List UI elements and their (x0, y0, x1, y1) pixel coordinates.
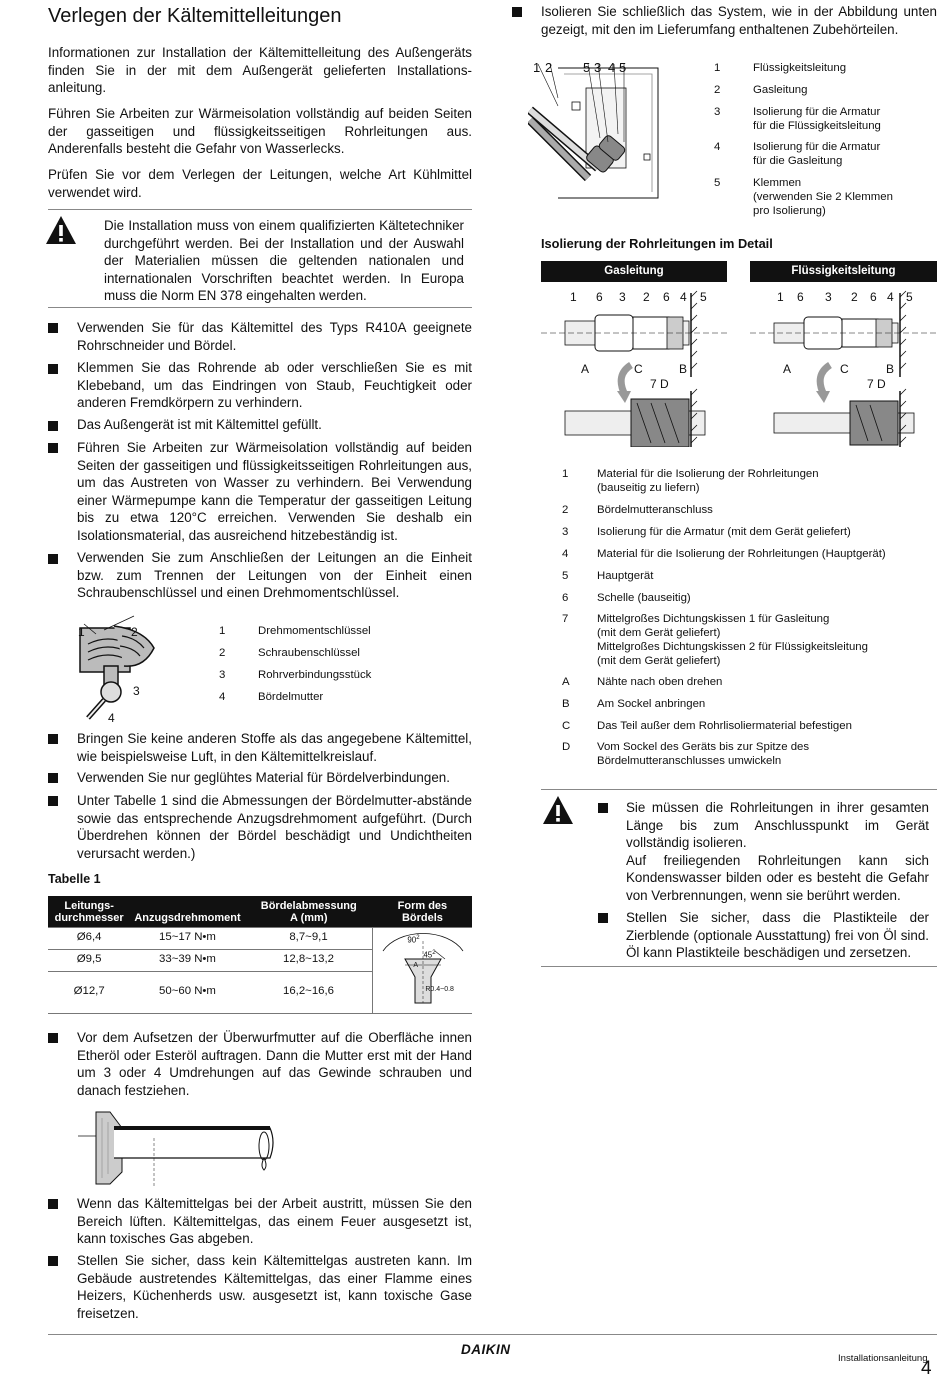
bullet-icon (48, 364, 58, 374)
bullet-icon (48, 1199, 58, 1209)
liquid-letter-a: A (783, 362, 792, 376)
gas-label: 4 (680, 290, 687, 304)
system-insulation-figure (528, 58, 678, 204)
bullet-icon (48, 734, 58, 744)
wrench-label-1: 1 (78, 625, 85, 639)
liquid-label: 6 (870, 290, 877, 304)
table-header: Leitungs- durchmesser (48, 896, 130, 927)
intro-paragraph-1: Informationen zur Installation der Kältemittelleitung des Außengeräts finden Sie in der mit dem Außengerät gelieferten Installations-anleitung. (48, 45, 472, 95)
oil-application-figure (74, 1108, 284, 1188)
gas-header: Gasleitung (541, 261, 727, 282)
bullet-text: Wenn das Kältemittelgas bei der Arbeit austritt, müssen Sie den Bereich lüften. Kältemittelgas, das einem Feuer ausgesetzt ist, kann toxisches Gas abgeben. (77, 1196, 472, 1246)
divider (48, 209, 472, 210)
divider (48, 307, 472, 308)
divider (541, 966, 937, 967)
table-header: Bördelabmessung A (mm) (245, 896, 373, 927)
liquid-label: 3 (825, 290, 832, 304)
system-label-5: 5 (583, 60, 591, 75)
bullet-text: Bringen Sie keine anderen Stoffe als das angegebene Kältemittel, wie beispielsweise Luft, in den Kältemittelkreislauf. (77, 731, 472, 764)
bullet-icon (512, 7, 522, 17)
warning-icon (541, 794, 575, 826)
warning-bullet-text: Sie müssen die Rohrleitungen in ihrer gesamten Länge bis zum Anschlusspunkt im Gerät vollständig isolieren. Auf freiliegenden Rohrleitungen kann sich Kondenswasser bilden oder es besteht die Gefahr von Verbrennungen, wenn sie berührt werden. (626, 800, 929, 903)
system-label-5b: 5 (619, 60, 627, 75)
bullet-text: Verwenden Sie für das Kältemittel des Typs R410A geeignete Rohrschneider und Bördel. (77, 320, 472, 353)
bullet-text: Führen Sie Arbeiten zur Wärmeisolation vollständig auf beiden Seiten der gasseitigen und flüssigkeitsseitigen Rohrleitungen aus, um das Austreten von Wasser zu verhindern. Bei Verwendung einer Wärmepumpe kann die Temperatur der gasseitigen Leitung bis zu etwa 120°C erreichen. Verwenden Sie deshalb ein Isolationsmaterial, das ausreichend hitzebeständig ist. (77, 440, 472, 543)
gas-letter-a: A (581, 362, 590, 376)
flare-radius-label: R0.4~0.8 (425, 985, 454, 993)
footer-divider (48, 1334, 937, 1335)
page-title: Verlegen der Kältemittelleitungen (48, 5, 342, 27)
liquid-label-7d: 7 D (867, 377, 886, 391)
liquid-header: Flüssigkeitsleitung (750, 261, 937, 282)
gas-label: 1 (570, 290, 577, 304)
wrench-label-2: 2 (131, 625, 138, 639)
table-header: Form des Bördels (373, 896, 472, 927)
liquid-label: 2 (851, 290, 858, 304)
bullet-icon (48, 554, 58, 564)
warning-icon (44, 214, 78, 246)
liquid-label: 6 (797, 290, 804, 304)
gas-letter-b: B (679, 362, 688, 376)
bullet-icon (48, 773, 58, 783)
footer-doc-name: Installationsanleitung (838, 1353, 928, 1364)
bullet-text: Verwenden Sie zum Anschließen der Leitungen an die Einheit bzw. zum Trennen der Leitungen von der Einheit einen Schraubenschlüssel und einen Drehmomentschlüssel. (77, 550, 472, 600)
warning-text: Die Installation muss von einem qualifizierten Kältetechniker durchgeführt werden. Bei der Installation und der Auswahl der Materialien müssen die geltenden nationalen und internationalen Vorschriften beachtet werden. In Europa muss die Norm EN 378 eingehalten werden. (104, 218, 464, 303)
table-cell: Ø9,5 (48, 949, 130, 971)
gas-label: 6 (663, 290, 670, 304)
gas-label: 5 (700, 290, 707, 304)
gas-letter-c: C (634, 362, 643, 376)
bullet-text: Verwenden Sie nur geglühtes Material für Bördelverbindungen. (77, 770, 450, 785)
table-cell: 16,2~16,6 (245, 971, 373, 1013)
bullet-icon (48, 323, 58, 333)
bullet-icon (598, 913, 608, 923)
liquid-label: 1 (777, 290, 784, 304)
table-cell: Ø6,4 (48, 927, 130, 949)
table-header: Anzugsdrehmoment (130, 896, 244, 927)
wrench-figure (74, 614, 174, 726)
divider (541, 789, 937, 790)
bullet-text: Das Außengerät ist mit Kältemittel gefüllt. (77, 417, 322, 432)
system-label-1: 1 (533, 60, 541, 75)
bullet-text: Stellen Sie sicher, dass kein Kältemittelgas austreten kann. Im Gebäude austretendes Kältemittelgas, das einer Flamme eines Heizers, Küchenherds usw. ausgesetzt ist, kann toxische Gase freisetzen. (77, 1253, 472, 1321)
intro-paragraph-3: Prüfen Sie vor dem Verlegen der Leitungen, welche Art Kühlmittel verwendet wird. (48, 167, 472, 200)
page-number: 4 (921, 1358, 932, 1379)
gas-label: 6 (596, 290, 603, 304)
bullet-text: Isolieren Sie schließlich das System, wie in der Abbildung unten gezeigt, mit den im Lieferumfang enthaltenen Zubehörteilen. (541, 4, 937, 37)
bullet-icon (48, 1256, 58, 1266)
table-cell: 12,8~13,2 (245, 949, 373, 971)
daikin-logo: DAIKIN (461, 1342, 511, 1357)
system-label-3: 3 (594, 60, 602, 75)
bullet-text: Vor dem Aufsetzen der Überwurfmutter auf die Oberfläche innen Etheröl oder Esteröl auftragen. Dann die Mutter erst mit der Hand um 3 oder 4 Umdrehungen auf das Gewinde schrauben und danach festziehen. (77, 1030, 472, 1098)
system-label-2: 2 (545, 60, 553, 75)
table-row (48, 927, 472, 949)
wrench-label-3: 3 (133, 684, 140, 698)
wrench-label-4: 4 (108, 711, 115, 725)
flare-shape-figure (375, 931, 471, 1009)
table-cell: 15~17 N•m (130, 927, 244, 949)
table-cell: 50~60 N•m (130, 971, 244, 1013)
flare-shape-cell (373, 927, 472, 1013)
liquid-label: 4 (887, 290, 894, 304)
bullet-icon (48, 796, 58, 806)
liquid-letter-c: C (840, 362, 849, 376)
flare-angle-1: $90^2$ (407, 934, 420, 945)
flare-table (48, 896, 472, 1014)
table-caption: Tabelle 1 (48, 872, 101, 886)
system-label-4: 4 (608, 60, 616, 75)
gas-label: 3 (619, 290, 626, 304)
warning-bullet-text: Stellen Sie sicher, dass die Plastikteile der Zierblende (optionale Ausstattung) frei von Öl sind. Öl kann Plastikteile beschädigen und zersetzen. (626, 910, 929, 960)
bullet-icon (48, 421, 58, 431)
bullet-icon (598, 803, 608, 813)
bullet-icon (48, 443, 58, 453)
bullet-text: Unter Tabelle 1 sind die Abmessungen der Bördelmutter-abstände sowie das entsprechende Anzugsdrehmoment aufgeführt. (Durch Überdrehen können der Bördel beschädigt und Undichtheiten verursacht werden.) (77, 793, 472, 861)
detail-heading: Isolierung der Rohrleitungen im Detail (541, 236, 773, 251)
gas-label: 2 (643, 290, 650, 304)
intro-paragraph-2: Führen Sie Arbeiten zur Wärmeisolation vollständig auf beiden Seiten der gasseitigen und flüssigkeitsseitigen Rohrleitungen aus. Anderenfalls besteht die Gefahr von Wasserlecks. (48, 106, 472, 156)
table-cell: 33~39 N•m (130, 949, 244, 971)
gas-label-7d: 7 D (650, 377, 669, 391)
table-cell: Ø12,7 (48, 971, 130, 1013)
liquid-letter-b: B (886, 362, 895, 376)
table-cell: 8,7~9,1 (245, 927, 373, 949)
bullet-text: Klemmen Sie das Rohrende ab oder verschließen Sie es mit Klebeband, um das Eindringen von Staub, Feuchtigkeit oder anderen Fremdkörpern zu verhindern. (77, 360, 472, 410)
liquid-label: 5 (906, 290, 913, 304)
flare-angle-2: $45^2$ (423, 949, 436, 960)
flare-dim-label: A (413, 961, 419, 969)
bullet-icon (48, 1033, 58, 1043)
